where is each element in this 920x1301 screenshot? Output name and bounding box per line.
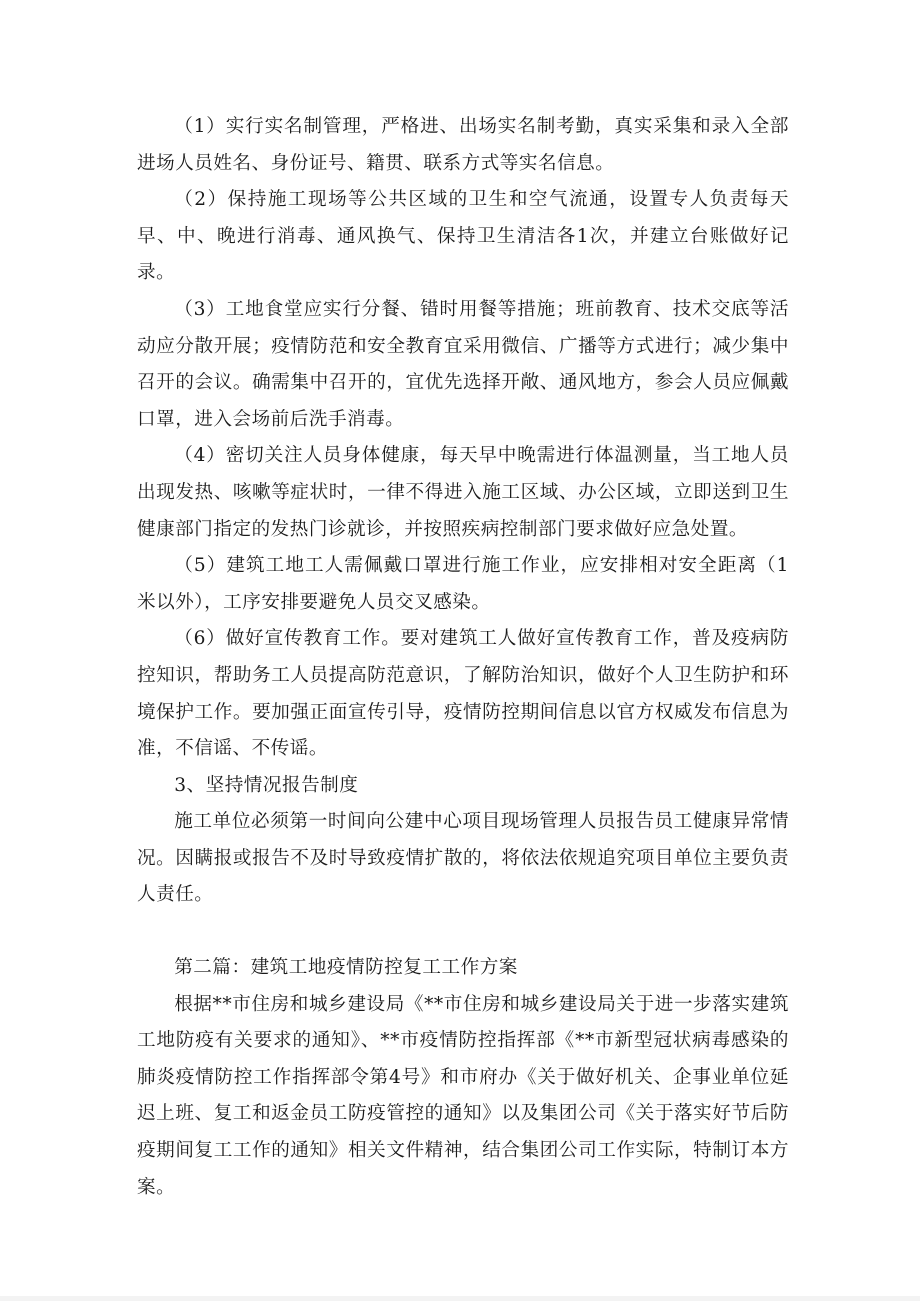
- section-3-body: 施工单位必须第一时间向公建中心项目现场管理人员报告员工健康异常情况。因瞒报或报告不及时导致疫情扩散的，将依法依规追究项目单位主要负责人责任。: [137, 811, 789, 906]
- part-2-heading: 第二篇：建筑工地疫情防控复工工作方案: [174, 957, 518, 979]
- paragraph-item-4: （4）密切关注人员身体健康，每天早中晚需进行体温测量，当工地人员出现发热、咳嗽等症状时，一律不得进入施工区域、办公区域，立即送到卫生健康部门指定的发热门诊就诊，并按照疾病控制部门要求做好应急处置。: [137, 445, 789, 540]
- paragraph-item-1: （1）实行实名制管理，严格进、出场实名制考勤，真实采集和录入全部进场人员姓名、身份证号、籍贯、联系方式等实名信息。: [137, 116, 789, 174]
- paragraph-item-3: （3）工地食堂应实行分餐、错时用餐等措施；班前教育、技术交底等活动应分散开展；疫情防范和安全教育宜采用微信、广播等方式进行；减少集中召开的会议。确需集中召开的，宜优先选择开敞、通风地方，参会人员应佩戴口罩，进入会场前后洗手消毒。: [137, 298, 789, 430]
- document-body: [137, 109, 789, 1206]
- paragraph-item-2: （2）保持施工现场等公共区域的卫生和空气流通，设置专人负责每天早、中、晚进行消毒、通风换气、保持卫生清洁各1次，并建立台账做好记录。: [137, 189, 789, 284]
- section-3-heading: 3、坚持情况报告制度: [174, 774, 359, 796]
- paragraph-item-6: （6）做好宣传教育工作。要对建筑工人做好宣传教育工作，普及疫病防控知识，帮助务工人员提高防范意识，了解防治知识，做好个人卫生防护和环境保护工作。要加强正面宣传引导，疫情防控期间信息以官方权威发布信息为准，不信谣、不传谣。: [137, 628, 789, 760]
- part-2-body: 根据**市住房和城乡建设局《**市住房和城乡建设局关于进一步落实建筑工地防疫有关要求的通知》、**市疫情防控指挥部《**市新型冠状病毒感染的肺炎疫情防控工作指挥部令第4号》和市府办《关于做好机关、企事业单位延迟上班、复工和返金员工防疫管控的通知》以及集团公司《关于落实好节后防疫期间复工工作的通知》相关文件精神，结合集团公司工作实际，特制订本方案。: [137, 993, 789, 1198]
- page-bottom-edge: [0, 1296, 920, 1301]
- section-spacer: [137, 914, 789, 950]
- paragraph-item-5: （5）建筑工地工人需佩戴口罩进行施工作业，应安排相对安全距离（1米以外），工序安排要避免人员交叉感染。: [137, 555, 789, 613]
